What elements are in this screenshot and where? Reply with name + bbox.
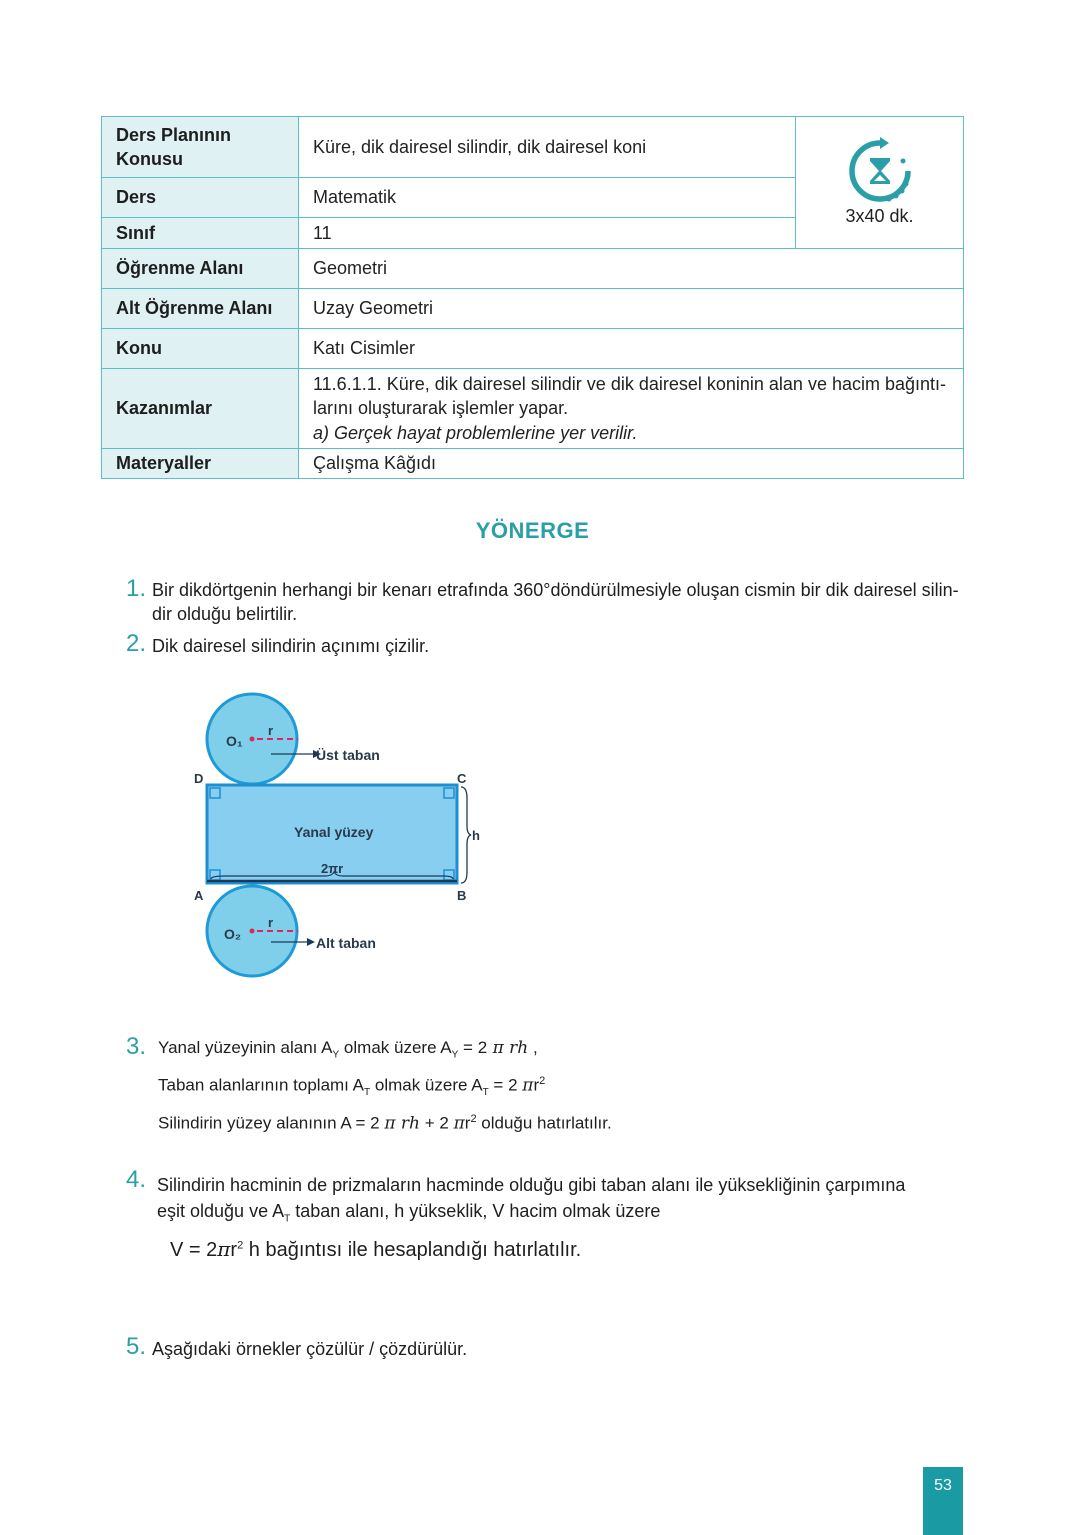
row-label-class: Sınıf <box>102 218 299 249</box>
step-3-text <box>158 1035 612 1137</box>
step-1-line-2: dir olduğu belirtilir. <box>152 604 298 625</box>
label-o2: O₂ <box>224 926 242 942</box>
step-1-text <box>152 578 959 627</box>
step-3-line-1: Yanal yüzeyinin alanı $A_Y$ olmak üzere $A_Y = 2$ π rh , <box>158 1038 538 1061</box>
row-value-course: Matematik <box>299 178 796 218</box>
row-value-subject: Katı Cisimler <box>299 329 964 369</box>
step-3-number: 3. <box>126 1033 147 1060</box>
row-label-topic: Ders Planının Konusu <box>102 117 299 178</box>
label-lateral: Yanal yüzey <box>294 824 374 840</box>
label-a: A <box>194 888 204 903</box>
label-o1: O₁ <box>226 733 243 749</box>
step-1-line-1: Bir dikdörtgenin herhangi bir kenarı etrafında 360°döndürülmesiyle oluşan cismin bir dik dairesel silin- <box>152 580 959 600</box>
label-r-bottom: r <box>268 915 274 930</box>
page-number: 53 <box>923 1467 963 1535</box>
label-top-base: Üst taban <box>316 747 380 763</box>
step-3-line-2: Taban alanlarının toplamı $A_T$ olmak üzere $A_T = 2$ $\pi r^2$ <box>158 1075 546 1099</box>
row-value-learning-area: Geometri <box>299 249 964 289</box>
outcome-line-1: 11.6.1.1. Küre, dik dairesel silindir ve dik dairesel koninin alan ve hacim bağıntı- <box>313 374 947 395</box>
cylinder-net-diagram <box>185 688 505 983</box>
row-label-subject: Konu <box>102 329 299 369</box>
row-value-class: 11 <box>299 218 796 249</box>
label-bottom-base: Alt taban <box>316 935 376 951</box>
outcome-line-3: a) Gerçek hayat problemlerine yer verilir. <box>313 422 638 443</box>
label-h: h <box>472 828 480 843</box>
label-r-top: r <box>268 723 274 738</box>
row-label-learning-area: Öğrenme Alanı <box>102 249 299 289</box>
outcome-line-2: larını oluşturarak işlemler yapar. <box>313 398 569 419</box>
step-4-text <box>157 1172 905 1233</box>
step-4-number: 4. <box>126 1166 147 1193</box>
label-c: C <box>457 771 467 786</box>
row-label-sub-area: Alt Öğrenme Alanı <box>102 289 299 329</box>
lesson-plan-table <box>101 116 964 479</box>
step-4-line-1: Silindirin hacminin de prizmaların hacminde olduğu gibi taban alanı ile yüksekliğinin çarpımına <box>157 1175 906 1195</box>
step-2-text: Dik dairesel silindirin açınımı çizilir. <box>152 636 430 656</box>
duration-cell <box>796 117 964 249</box>
step-5-text: Aşağıdaki örnekler çözülür / çözdürülür. <box>152 1339 468 1359</box>
step-3-line-3: Silindirin yüzey alanının A = 2 π rh + 2 $\pi r^2$ olduğu hatırlatılır. <box>158 1113 612 1135</box>
row-value-sub-area: Uzay Geometri <box>299 289 964 329</box>
hourglass-timer-icon <box>845 136 915 206</box>
row-value-outcomes <box>299 369 964 449</box>
duration-text: 3x40 dk. <box>845 206 914 227</box>
section-heading: YÖNERGE <box>475 518 590 543</box>
row-label-outcomes: Kazanımlar <box>102 369 299 449</box>
step-2-number: 2. <box>126 630 147 657</box>
step-1-number: 1. <box>126 575 147 602</box>
row-label-materials: Materyaller <box>102 449 299 479</box>
row-value-materials: Çalışma Kâğıdı <box>299 449 964 479</box>
step-4-line-2: eşit olduğu ve $A_T$ taban alanı, h yükseklik, V hacim olmak üzere <box>157 1201 661 1225</box>
step-4-formula: $V = 2\pi r^2$ h bağıntısı ile hesaplandığı hatırlatılır. <box>170 1237 582 1261</box>
row-value-topic: Küre, dik dairesel silindir, dik dairesel koni <box>299 117 796 178</box>
row-label-course: Ders <box>102 178 299 218</box>
label-2pir: 2πr <box>321 861 344 876</box>
step-5-number: 5. <box>126 1333 147 1360</box>
label-b: B <box>457 888 467 903</box>
label-d: D <box>194 771 204 786</box>
